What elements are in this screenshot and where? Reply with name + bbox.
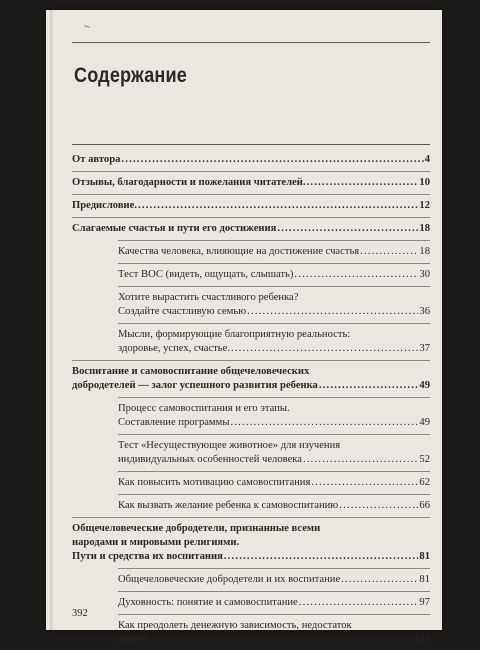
- toc-leader-dots: [231, 342, 418, 356]
- toc-page-number: 36: [419, 306, 430, 317]
- contents-heading: Содержание: [74, 64, 187, 87]
- toc-page-number: 12: [419, 200, 430, 211]
- toc-entry-title-line: Общечеловеческие добродетели, признанные всеми: [72, 523, 321, 534]
- toc-entry-line: [72, 176, 430, 190]
- page-edge: [50, 10, 54, 630]
- toc-entry-line: [72, 379, 430, 393]
- toc-entry-line: [118, 416, 430, 430]
- toc-chapter: [72, 222, 430, 236]
- table-of-contents: [72, 153, 430, 647]
- toc-leader-dots: [303, 453, 418, 467]
- toc-entry-title: Слагаемые счастья и пути его достижения: [72, 223, 277, 234]
- entry-separator: [118, 568, 430, 569]
- toc-entry-title: здоровье, успех, счастье.: [118, 343, 230, 354]
- entry-separator: [118, 591, 430, 592]
- toc-leader-dots: [224, 550, 419, 564]
- toc-entry-line: [72, 153, 430, 167]
- toc-entry-title-line: Хотите вырастить счастливого ребенка?: [118, 292, 299, 303]
- toc-section: [72, 245, 430, 259]
- toc-section: [72, 402, 430, 430]
- entry-separator: [118, 471, 430, 472]
- toc-leader-dots: [299, 596, 419, 610]
- print-mark: [84, 25, 90, 28]
- toc-entry-title: Духовность: понятие и самовоспитание: [118, 597, 298, 608]
- toc-page-number: 10: [419, 177, 430, 188]
- toc-page-number: 81: [419, 574, 430, 585]
- entry-separator: [72, 217, 430, 218]
- entry-separator: [118, 434, 430, 435]
- entry-separator: [72, 517, 430, 518]
- toc-page-number: 49: [419, 417, 430, 428]
- toc-entry-title: Общечеловеческие добродетели и их воспитание: [118, 574, 341, 585]
- toc-leader-dots: [230, 416, 418, 430]
- toc-section: [72, 573, 430, 587]
- toc-leader-dots: [311, 476, 418, 490]
- toc-leader-dots: [319, 379, 419, 393]
- toc-entry-title-line: Тест «Несуществующее животное» для изучения: [118, 440, 341, 451]
- entry-separator: [118, 397, 430, 398]
- toc-entry-line: [118, 453, 430, 467]
- toc-leader-dots: [307, 176, 419, 190]
- entry-separator: [118, 323, 430, 324]
- toc-entry-line: [118, 342, 430, 356]
- toc-section: [72, 619, 430, 647]
- toc-entry-line: [118, 596, 430, 610]
- toc-entry-title-line: Процесс самовоспитания и его этапы.: [118, 403, 290, 414]
- book-page: [46, 10, 442, 645]
- entry-separator: [72, 194, 430, 195]
- toc-entry-line: [118, 499, 430, 513]
- toc-page-number: 18: [419, 246, 430, 257]
- toc-entry-title: индивидуальных особенностей человека: [118, 454, 302, 465]
- toc-entry-line: [118, 268, 430, 282]
- toc-entry-title: Отзывы, благодарности и пожелания читателей.: [72, 177, 306, 188]
- toc-section: [72, 596, 430, 610]
- toc-section: [72, 291, 430, 319]
- toc-page-number: 62: [419, 477, 430, 488]
- toc-entry-line: [118, 476, 430, 490]
- toc-entry-line: [72, 550, 430, 564]
- entry-separator: [72, 360, 430, 361]
- toc-page-number: 113: [414, 634, 430, 645]
- entry-separator: [118, 240, 430, 241]
- toc-entry-title-line: Мысли, формирующие благоприятную реальность:: [118, 329, 351, 340]
- top-rule: [72, 42, 430, 43]
- toc-section: [72, 499, 430, 513]
- toc-entry-title: Пути и средства их воспитания: [72, 551, 223, 562]
- toc-page-number: 52: [419, 454, 430, 465]
- toc-entry-title: Составление программы: [118, 417, 230, 428]
- toc-leader-dots: [121, 153, 423, 167]
- toc-leader-dots: [339, 499, 418, 513]
- toc-entry-title-line: народами и мировыми религиями.: [72, 537, 240, 548]
- page-number: 392: [72, 608, 88, 619]
- toc-chapter: [72, 365, 430, 393]
- toc-leader-dots: [360, 245, 418, 259]
- toc-leader-dots: [341, 573, 418, 587]
- toc-chapter: [72, 176, 430, 190]
- toc-entry-title: денег?: [118, 634, 148, 645]
- entry-separator: [72, 171, 430, 172]
- toc-leader-dots: [294, 268, 418, 282]
- toc-page-number: 81: [419, 551, 430, 562]
- heading-rule: [72, 144, 430, 145]
- toc-chapter: [72, 153, 430, 167]
- toc-section: [72, 476, 430, 490]
- toc-page-number: 66: [419, 500, 430, 511]
- toc-entry-title-line: Воспитание и самовоспитание общечеловеческих: [72, 366, 310, 377]
- toc-leader-dots: [138, 199, 418, 213]
- toc-section: [72, 439, 430, 467]
- toc-page-number: 49: [419, 380, 430, 391]
- toc-entry-line: [72, 199, 430, 213]
- toc-entry-title: добродетелей — залог успешного развития ребенка: [72, 380, 318, 391]
- toc-page-number: 37: [419, 343, 430, 354]
- entry-separator: [118, 614, 430, 615]
- toc-entry-title: От автора: [72, 154, 121, 165]
- toc-chapter: [72, 522, 430, 564]
- toc-page-number: 97: [419, 597, 430, 608]
- toc-entry-line: [118, 305, 430, 319]
- toc-leader-dots: [149, 633, 414, 647]
- toc-entry-line: [118, 633, 430, 647]
- toc-entry-title: Предисловие.: [72, 200, 138, 211]
- toc-entry-line: [118, 573, 430, 587]
- entry-separator: [118, 263, 430, 264]
- toc-leader-dots: [247, 305, 418, 319]
- toc-entry-title: Как вызвать желание ребенка к самовоспитанию: [118, 500, 339, 511]
- toc-page-number: 30: [419, 269, 430, 280]
- toc-page-number: 18: [419, 223, 430, 234]
- toc-section: [72, 268, 430, 282]
- entry-separator: [118, 286, 430, 287]
- entry-separator: [118, 494, 430, 495]
- toc-chapter: [72, 199, 430, 213]
- toc-page-number: 4: [424, 154, 430, 165]
- toc-entry-title: Качества человека, влияющие на достижение счастья: [118, 246, 360, 257]
- toc-entry-title: Тест ВОС (видеть, ощущать, слышать): [118, 269, 294, 280]
- toc-entry-line: [72, 222, 430, 236]
- toc-entry-title-line: Как преодолеть денежную зависимость, недостаток: [118, 620, 352, 631]
- toc-leader-dots: [277, 222, 418, 236]
- toc-entry-title: Создайте счастливую семью: [118, 306, 247, 317]
- toc-section: [72, 328, 430, 356]
- toc-entry-title: Как повысить мотивацию самовоспитания: [118, 477, 311, 488]
- toc-entry-line: [118, 245, 430, 259]
